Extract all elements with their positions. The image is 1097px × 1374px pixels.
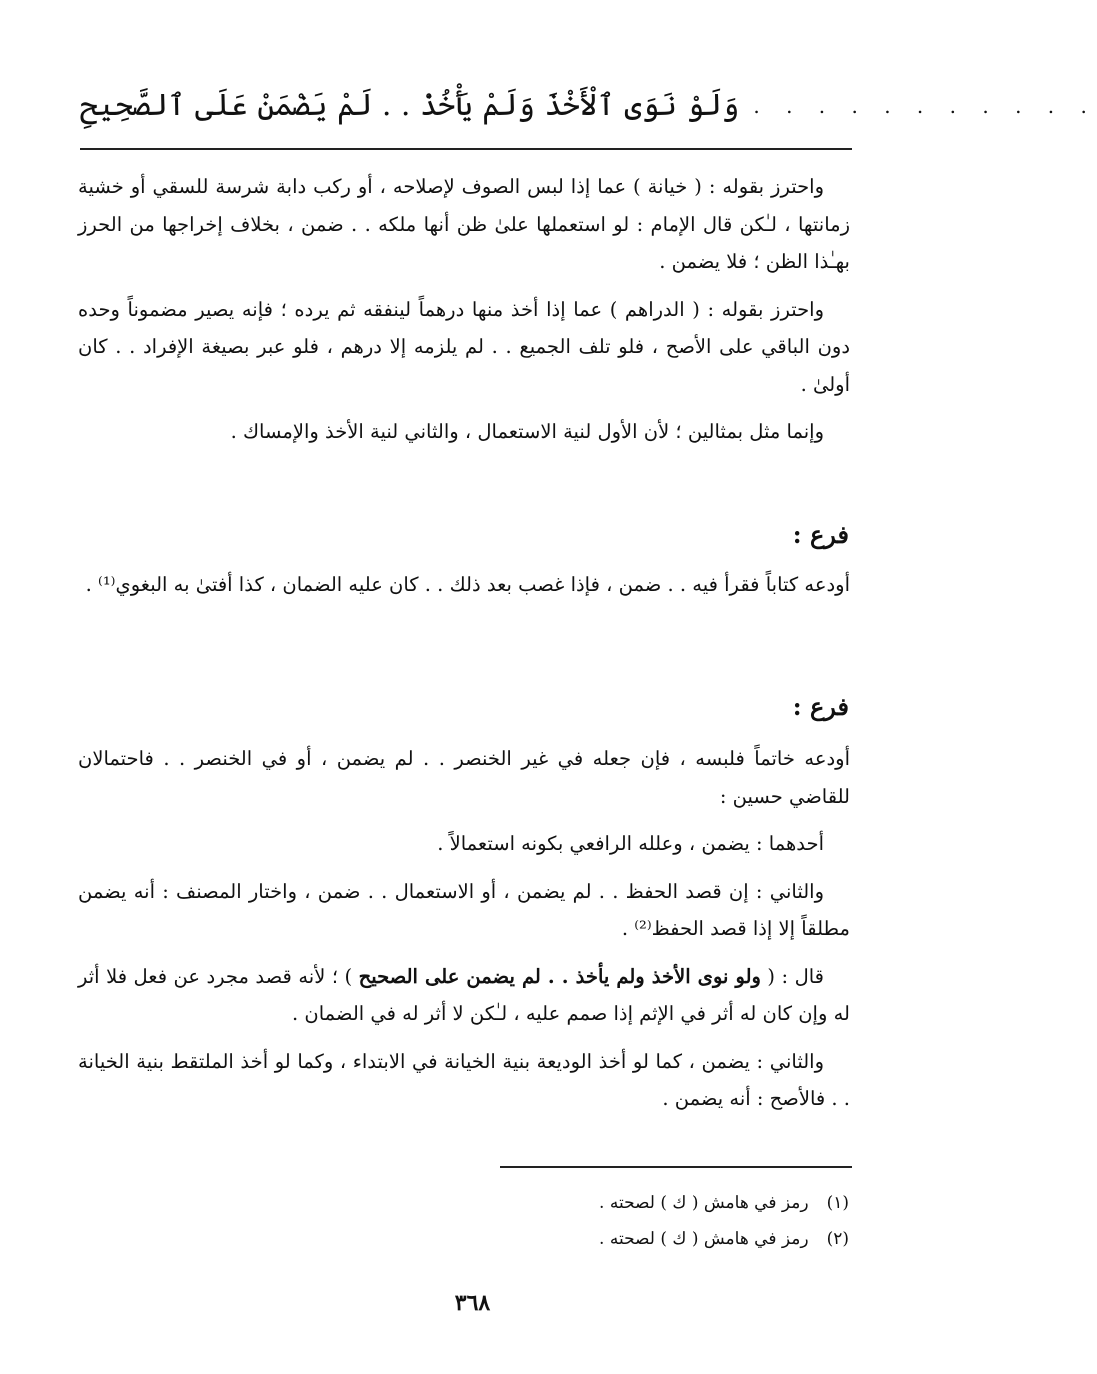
footnote-number: (٢) [826,1229,849,1249]
paragraph: أودعه كتاباً فقرأ فيه . . ضمن ، فإذا غصب بعد ذلك . . كان عليه الضمان ، كذا أفتىٰ به البغوي⁽¹⁾ . [85,573,850,596]
paragraph: أودعه خاتماً فلبسه ، فإن جعله في غير الخنصر . . لم يضمن ، أو في الخنصر . . فاحتمالان للقاضي حسين : [78,747,851,808]
header-dots: . . . . . . . . . . . [753,94,1097,118]
paragraph: أحدهما : يضمن ، وعلله الرافعي بكونه استعمالاً . [437,832,824,855]
matn-quote: ولو نوى الأخذ ولم يأخذ . . لم يضمن على الصحيح [358,964,761,988]
far-block-1 [78,566,850,614]
footnote [89,1222,849,1256]
matn-header [80,78,1097,134]
paragraph: واحترز بقوله : ( خيانة ) عما إذا لبس الصوف لإصلاحه ، أو ركب دابة شرسة للسقي أو خشية زمانتها ، لـٰكن قال الإمام : لو استعملها علىٰ ظن أنها ملكه . . ضمن ، بخلاف إخراجها من الحرز بهـٰذا الظن ؛ فلا يضمن . [78,175,850,273]
qala-suffix: ) ؛ لأنه قصد مجرد عن فعل فلا أثر له وإن كان له أثر في الإثم إذا صمم عليه ، لـٰكن لا أثر له في الضمان . [78,964,850,1025]
page-number: ٣٦٨ [454,1290,491,1316]
footnote [89,1186,849,1220]
paragraph: والثاني : يضمن ، كما لو أخذ الوديعة بنية الخيانة في الابتداء ، وكما لو أخذ الملتقط بنية الخيانة . . فالأصح : أنه يضمن . [78,1049,850,1110]
header-rule [80,148,852,150]
footnote-rule [500,1166,852,1168]
commentary-block-1 [78,168,850,461]
far-block-2 [78,740,850,1128]
section-heading: فرع : [792,520,849,549]
footnote-number: (١) [826,1193,849,1213]
footnote-text: رمز في هامش ( ك ) لصحته . [599,1229,809,1249]
footnote-text: رمز في هامش ( ك ) لصحته . [599,1193,809,1213]
paragraph: واحترز بقوله : ( الدراهم ) عما إذا أخذ منها درهماً لينفقه ثم يرده ؛ فإنه يصير مضموناً وحده دون الباقي على الأصح ، فلو تلف الجميع . . لم يلزمه إلا درهم ، فلو عبر بصيغة الإفراد . . كان أولىٰ . [78,297,851,396]
qala-prefix: قال : ( [760,964,824,988]
paragraph: وإنما مثل بمثالين ؛ لأن الأول لنية الاستعمال ، والثاني لنية الأخذ والإمساك . [230,420,824,443]
section-heading: فرع : [792,692,849,721]
paragraph-qala [78,958,850,1033]
matn-text: وَلَوْ نَوَى ٱلْأَخْذَ وَلَمْ يَأْخُذْ . . لَمْ يَضْمَنْ عَلَى ٱلصَّحِيحِ [80,88,740,123]
paragraph: والثاني : إن قصد الحفظ . . لم يضمن ، أو الاستعمال . . ضمن ، واختار المصنف : أنه يضمن مطلقاً إلا إذا قصد الحفظ⁽²⁾ . [78,879,850,940]
